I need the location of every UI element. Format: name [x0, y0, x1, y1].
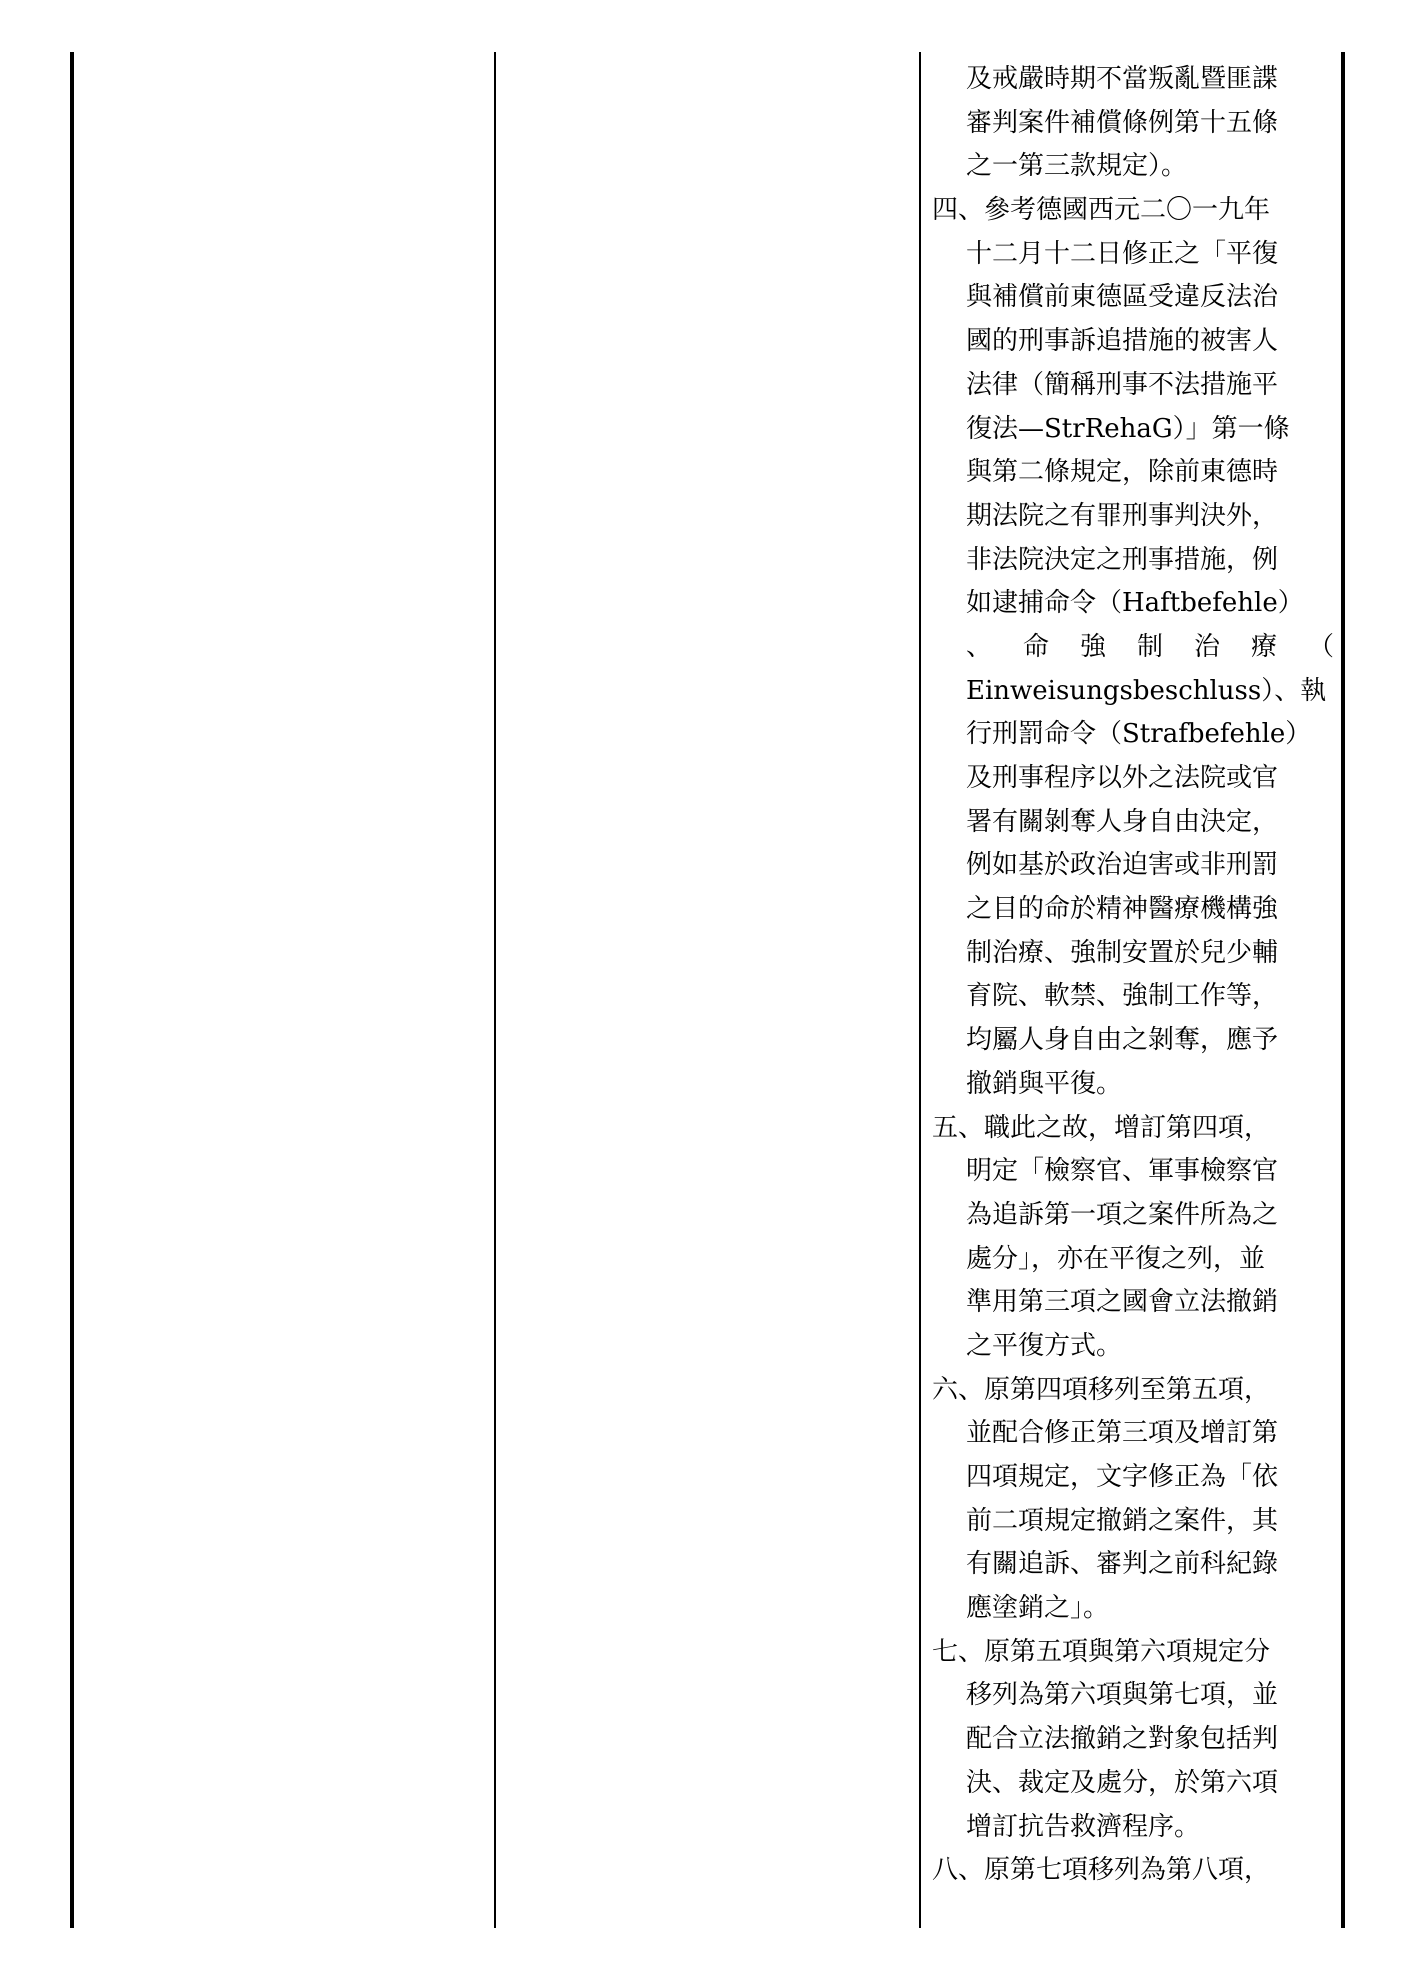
- text-line: 處分」，亦在平復之列，並: [966, 1243, 1266, 1274]
- text-line: 如逮捕命令（Haftbefehle）: [966, 588, 1304, 619]
- text-line: 七、原第五項與第六項規定分: [932, 1636, 1271, 1667]
- text-line: 應塗銷之」。: [966, 1593, 1110, 1624]
- text-line: 非法院決定之刑事措施，例: [966, 544, 1279, 575]
- text-line: Einweisungsbeschluss）、執: [966, 675, 1327, 706]
- text-line: 撤銷與平復。: [966, 1068, 1123, 1099]
- text-line: 為追訴第一項之案件所為之: [966, 1199, 1279, 1230]
- text-line: 十二月十二日修正之「平復: [966, 238, 1279, 269]
- text-line: 前二項規定撤銷之案件，其: [966, 1505, 1279, 1536]
- text-line: 並配合修正第三項及增訂第: [966, 1418, 1279, 1449]
- text-line: 均屬人身自由之剝奪，應予: [966, 1025, 1279, 1056]
- text-line: 署有關剝奪人身自由決定，: [966, 806, 1279, 837]
- text-line: 四項規定，文字修正為「依: [966, 1462, 1279, 1492]
- text-line: 四、參考德國西元二〇一九年: [932, 195, 1271, 226]
- text-line: 行刑罰命令（Strafbefehle）: [966, 719, 1312, 750]
- text-line: 移列為第六項與第七項，並: [966, 1680, 1279, 1711]
- text-line: 增訂抗告救濟程序。: [966, 1811, 1201, 1842]
- text-line: 明定「檢察官、軍事檢察官: [966, 1156, 1279, 1187]
- table-column-divider-1: [494, 52, 496, 1928]
- text-line: 配合立法撤銷之對象包括判: [966, 1724, 1279, 1755]
- table-right-border: [1341, 52, 1345, 1928]
- text-line: 復法—StrRehaG）」第一條: [966, 413, 1290, 444]
- text-line: 之平復方式。: [966, 1330, 1123, 1361]
- text-line: 審判案件補償條例第十五條: [966, 107, 1279, 138]
- table-column-divider-2: [919, 52, 921, 1928]
- text-line: 及戒嚴時期不當叛亂暨匪諜: [966, 64, 1279, 94]
- text-line: 與第二條規定，除前東德時: [966, 457, 1279, 488]
- text-line: 例如基於政治迫害或非刑罰: [966, 850, 1279, 881]
- table-left-border: [70, 52, 74, 1928]
- text-line: 與補償前東德區受違反法治: [966, 282, 1279, 313]
- text-line: 之一第三款規定）。: [966, 151, 1188, 182]
- text-line: 之目的命於精神醫療機構強: [966, 894, 1279, 925]
- text-line: 育院、軟禁、強制工作等，: [966, 981, 1279, 1012]
- text-line: 制治療、強制安置於兒少輔: [966, 937, 1279, 968]
- text-line: 國的刑事訴追措施的被害人: [966, 326, 1279, 357]
- explanation-column: [932, 58, 1334, 1893]
- text-line: 決、裁定及處分，於第六項: [966, 1767, 1279, 1798]
- text-line: 、 命 強 制 治 療 （: [966, 631, 1334, 662]
- text-line: 期法院之有罪刑事判決外，: [966, 500, 1279, 531]
- text-line: 準用第三項之國會立法撤銷: [966, 1287, 1279, 1318]
- text-line: 八、原第七項移列為第八項，: [932, 1855, 1271, 1886]
- text-line: 法律（簡稱刑事不法措施平: [966, 369, 1279, 400]
- text-line: 及刑事程序以外之法院或官: [966, 763, 1279, 793]
- text-line: 有關追訴、審判之前科紀錄: [966, 1549, 1279, 1580]
- text-line: 五、職此之故，增訂第四項，: [932, 1112, 1271, 1143]
- text-line: 六、原第四項移列至第五項，: [932, 1374, 1271, 1405]
